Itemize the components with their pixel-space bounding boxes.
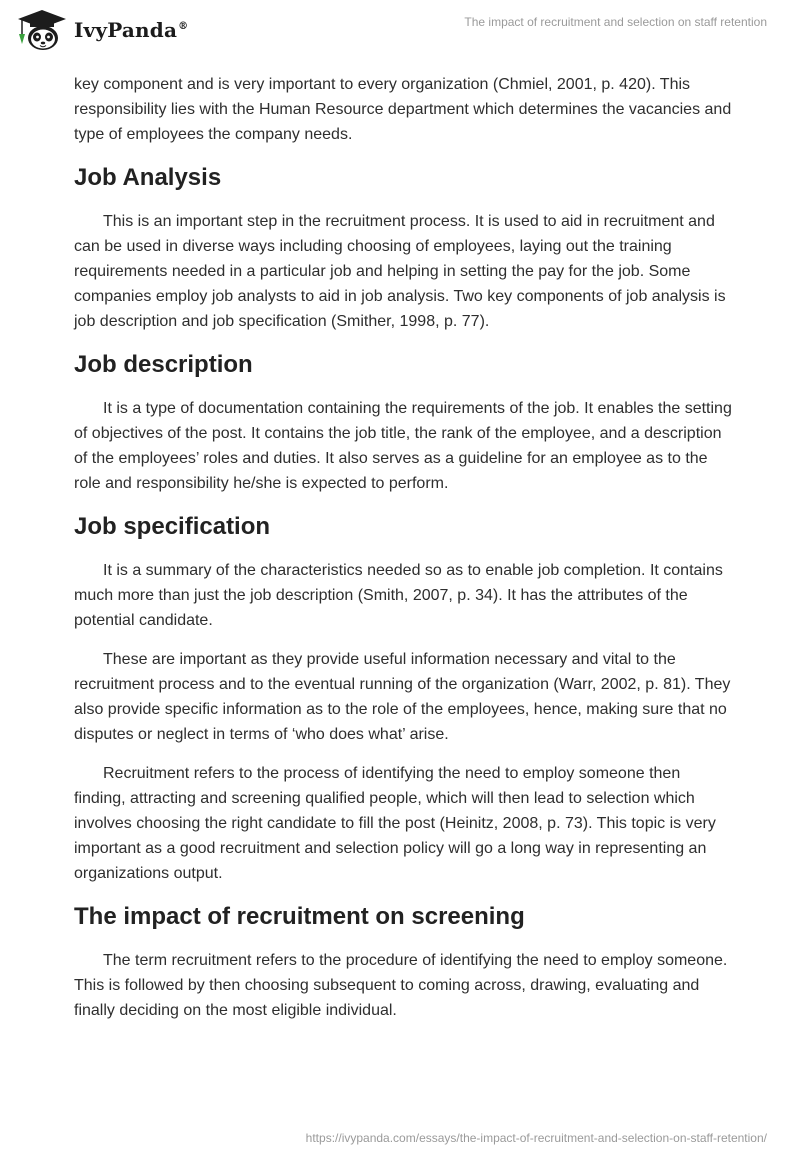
brand-text: IvyPanda (74, 18, 178, 42)
impact-screening-paragraph: The term recruitment refers to the procedure of identifying the need to employ someone. This is followed by then choosing subsequent to coming across, drawing, evaluating and finally deciding on the most eligible individual. (74, 952, 728, 1019)
source-url[interactable]: https://ivypanda.com/essays/the-impact-of-recruitment-and-selection-on-staff-retention/ (305, 1131, 767, 1145)
heading-job-analysis: Job Analysis (74, 164, 222, 191)
job-analysis-paragraph: This is an important step in the recruitment process. It is used to aid in recruitment and can be used in diverse ways including choosing of employees, laying out the training requirements needed in a particular job and helping in setting the pay for the job. Some companies employ job analysts to aid in job analysis. Two key components of job analysis is job description and job specification (Smither, 1998, p. 77). (74, 213, 726, 330)
document-title: The impact of recruitment and selection on staff retention (464, 15, 767, 29)
page-header (0, 0, 800, 62)
brand-name (74, 18, 188, 42)
job-specification-paragraph-1: It is a summary of the characteristics needed so as to enable job completion. It contains much more than just the job description (Smith, 2007, p. 34). It has the attributes of the potential candidate. (74, 562, 723, 629)
essay-body (74, 72, 734, 1037)
job-specification-paragraph-3: Recruitment refers to the process of identifying the need to employ someone then finding, attracting and screening qualified people, which will then lead to selection which involves choosing the right candidate to fill the post (Heinitz, 2008, p. 73). This topic is very important as a good recruitment and selection policy will go a long way in representing an organizations output. (74, 765, 716, 882)
registered-mark: ® (178, 21, 189, 33)
job-description-paragraph: It is a type of documentation containing the requirements of the job. It enables the setting of objectives of the post. It contains the job title, the rank of the employee, and a description of the employees’ roles and duties. It also serves as a guideline for an employee as to the role and responsibility he/she is expected to perform. (74, 400, 732, 492)
job-specification-paragraph-2: These are important as they provide useful information necessary and vital to the recruitment process and to the eventual running of the organization (Warr, 2002, p. 81). They also provide specific information as to the role of the employees, hence, making sure that no disputes or neglect in terms of ‘who does what’ arise. (74, 651, 731, 743)
panda-graduate-icon (16, 8, 68, 52)
heading-impact-screening: The impact of recruitment on screening (74, 903, 525, 930)
heading-job-description: Job description (74, 351, 253, 378)
intro-paragraph: key component and is very important to every organization (Chmiel, 2001, p. 420). This responsibility lies with the Human Resource department which determines the vacancies and type of employees the company needs. (74, 76, 732, 143)
heading-job-specification: Job specification (74, 513, 271, 540)
logo[interactable] (16, 8, 188, 52)
